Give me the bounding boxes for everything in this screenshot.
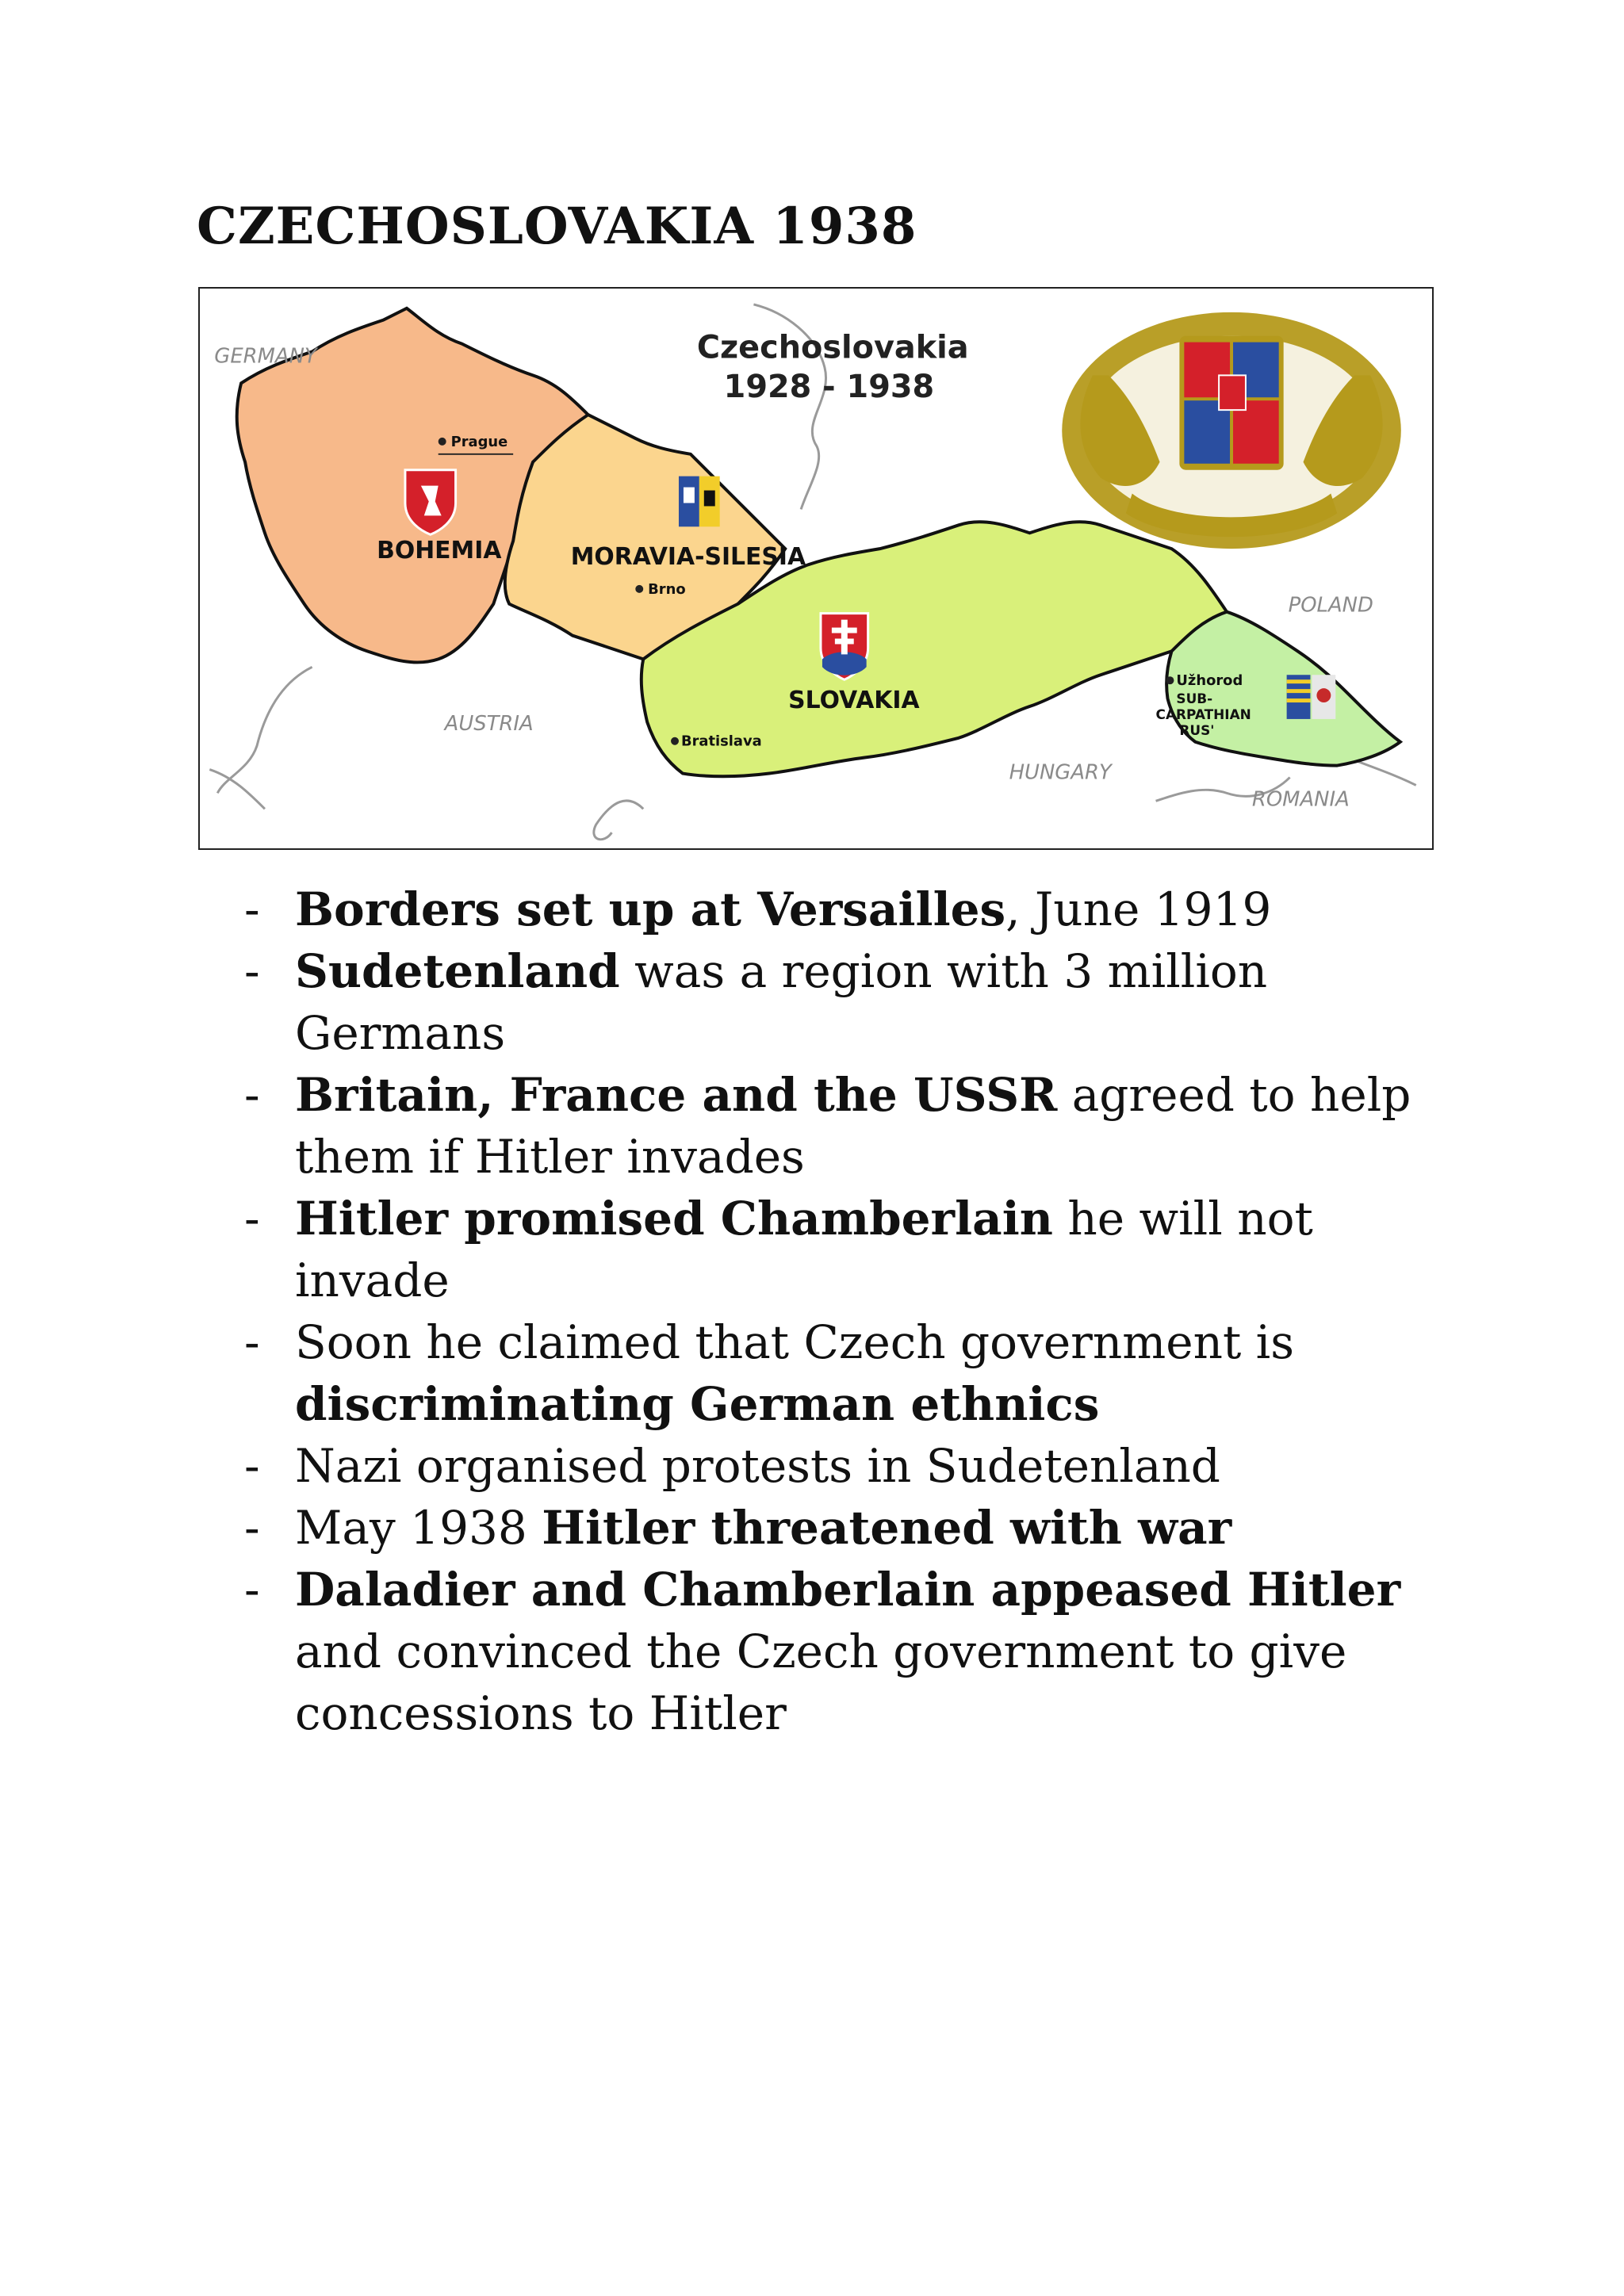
czechoslovak-coat-of-arms-icon [1062,312,1401,549]
city-dot-brno [635,585,643,593]
bullet-item [244,1559,1434,1744]
bullet-text: May 1938 [295,1501,542,1555]
label-austria: AUSTRIA [444,711,534,736]
bullet-item [244,1188,1434,1311]
bullet-text: he will not invade [295,1192,1313,1307]
city-uzhorod: Užhorod [1176,672,1243,690]
bullet-dash: - [244,1192,260,1246]
bullet-item [244,1064,1434,1188]
label-bohemia: BOHEMIA [377,537,502,565]
bullet-text: Nazi organised protests in Sudetenland [295,1439,1220,1493]
label-rus-line2: CARPATHIAN [1155,706,1251,722]
bullet-item [244,940,1434,1064]
city-prague: Prague [450,433,508,450]
bullet-dash: - [244,1563,260,1617]
label-rus-line3: RUS' [1179,721,1215,738]
bullet-dash: - [244,1439,260,1493]
bullet-text: was a region with 3 million Germans [295,944,1268,1060]
page-title: CZECHOSLOVAKIA 1938 [197,197,917,256]
bullet-item [244,1435,1434,1497]
bullet-bold-text: Hitler promised Chamberlain [295,1192,1053,1246]
bullet-bold-text: Borders set up at Versailles [295,882,1006,936]
bullet-bold-text: Sudetenland [295,944,620,998]
city-dot-bratislava [671,737,679,745]
moravia-shield-icon [679,476,720,527]
label-hungary: HUNGARY [1009,760,1112,785]
label-rus-line1: SUB- [1176,691,1213,707]
bullet-dash: - [244,1501,260,1555]
label-romania: ROMANIA [1251,787,1350,812]
bullet-item [244,1497,1434,1559]
bullet-dash: - [244,1315,260,1369]
map-heading-line2: 1928 - 1938 [723,369,935,406]
slovakia-shield-icon [821,614,868,680]
label-moravia-silesia: MORAVIA-SILESIA [570,543,806,572]
bullet-item [244,878,1434,940]
bullet-text: Soon he claimed that Czech government is [295,1315,1294,1369]
bullet-bold-text: Britain, France and the USSR [295,1068,1058,1122]
bullet-text: agreed to help them if Hitler invades [295,1068,1411,1184]
map-heading-line1: Czechoslovakia [696,329,969,366]
czechoslovakia-map [198,287,1434,850]
bullet-text: , June 1919 [1005,882,1272,936]
bullet-text: and convinced the Czech government to give concessions to Hitler [295,1624,1347,1740]
city-bratislava: Bratislava [680,733,762,750]
bullet-dash: - [244,944,260,998]
label-germany: GERMANY [214,344,317,369]
city-brno: Brno [648,580,686,598]
bullet-bold-text: Hitler threatened with war [542,1501,1232,1555]
city-dot-prague [439,438,446,446]
city-dot-uzhorod [1166,676,1174,684]
bullet-bold-text: Daladier and Chamberlain appeased Hitler [295,1563,1401,1617]
bullet-dash: - [244,1068,260,1122]
label-slovakia: SLOVAKIA [788,687,920,715]
bullet-list [244,878,1434,1744]
bullet-dash: - [244,882,260,936]
bullet-item [244,1311,1434,1435]
bullet-bold-text: discriminating German ethnics [295,1377,1100,1431]
label-poland: POLAND [1288,593,1373,618]
